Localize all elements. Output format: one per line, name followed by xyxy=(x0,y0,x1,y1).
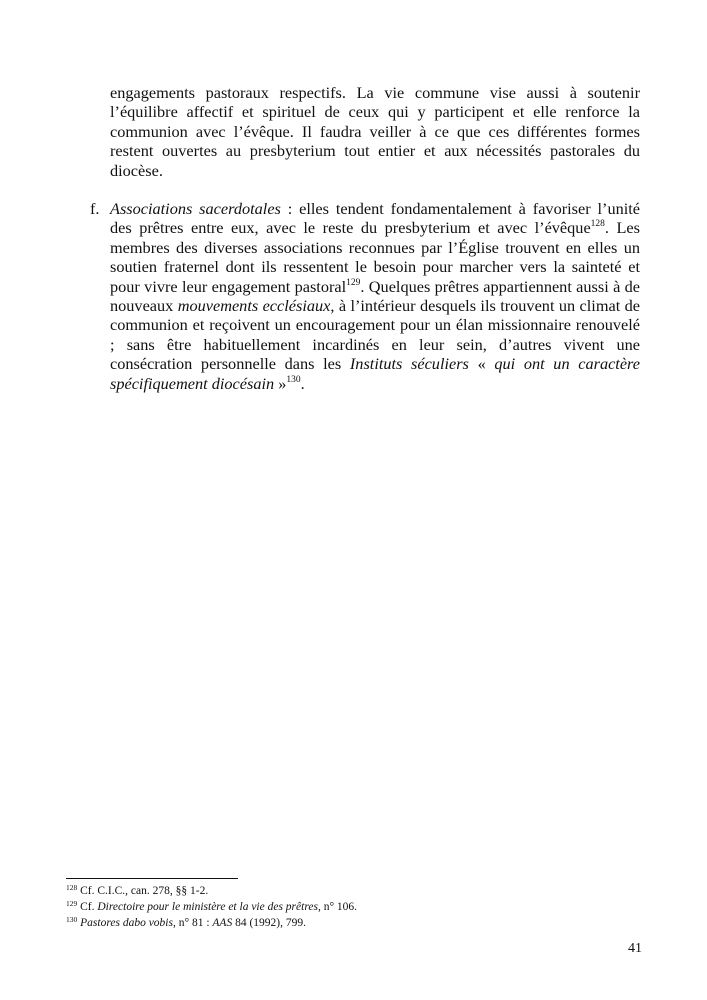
quotation-diocesain: qui ont un caractère spécifiquement diocésain xyxy=(110,354,641,393)
footnote-text: Cf. C.I.C., can. 278, §§ 1-2. xyxy=(80,885,209,897)
term-associations-sacerdotales: Associations sacerdotales xyxy=(110,199,281,218)
footnote-divider xyxy=(66,878,238,879)
footnote-text: 84 (1992), 799. xyxy=(232,917,307,929)
term-mouvements-ecclesiaux: mouvements ecclésiaux xyxy=(177,296,331,316)
footnotes xyxy=(66,883,626,931)
footnote-130 xyxy=(66,915,626,931)
page-number: 41 xyxy=(628,941,642,956)
footnote-ref-128[interactable]: 128 xyxy=(590,219,605,230)
footnote-text: , n° 81 : xyxy=(172,917,213,929)
footnote-title: Pastores dabo vobis xyxy=(80,917,173,929)
footnote-text: Cf. xyxy=(80,901,98,913)
footnote-ref-129[interactable]: 129 xyxy=(346,277,361,288)
footnote-text: , n° 106. xyxy=(317,901,358,913)
text-segment: . Quelques prêtres appartiennent aussi à de nouveaux xyxy=(110,276,640,316)
footnote-number: 129 xyxy=(66,899,78,908)
footnote-title: Directoire pour le ministère et la vie des prêtres xyxy=(97,901,318,913)
paragraph-continued: engagements pastoraux respectifs. La vie commune vise aussi à soutenir l’équilibre affectif et spirituel de ceux qui y participent et elle renforce la communion avec l’évêque. Il faudra veiller à ce que ces différentes formes restent ouvertes au presbyterium tout entier et aux nécessités pastorales du diocèse. xyxy=(110,83,640,180)
text-segment: » xyxy=(274,373,287,393)
text-segment: . xyxy=(300,373,305,393)
paragraph-associations-sacerdotales xyxy=(110,199,640,393)
footnote-number: 128 xyxy=(66,883,78,892)
footnote-128 xyxy=(66,883,626,899)
text-segment: . Les membres des diverses associations reconnues par l’Église trouvent en elles un soutien fraternel dont ils ressentent le besoin pour marcher vers la sainteté et pour vivre leur engagement pastoral xyxy=(110,218,640,296)
list-marker-f: f. xyxy=(90,199,100,218)
footnote-number: 130 xyxy=(66,915,78,924)
text-segment: , à l’intérieur desquels ils trouvent un climat de communion et reçoivent un encouragement pour un élan missionnaire renouvelé ; sans être habituellement incardinés en leur sein, d’autres vivent une consécration personnelle dans les xyxy=(110,296,640,374)
footnote-ref-130[interactable]: 130 xyxy=(286,374,301,385)
text-segment: « xyxy=(468,354,495,374)
footnote-129 xyxy=(66,899,626,915)
footnote-journal: AAS xyxy=(212,917,233,929)
text-segment: : elles tendent fondamentalement à favoriser l’unité des prêtres entre eux, avec le reste du presbyterium et avec l’évêque xyxy=(110,199,641,238)
term-instituts-seculiers: Instituts séculiers xyxy=(349,354,469,374)
